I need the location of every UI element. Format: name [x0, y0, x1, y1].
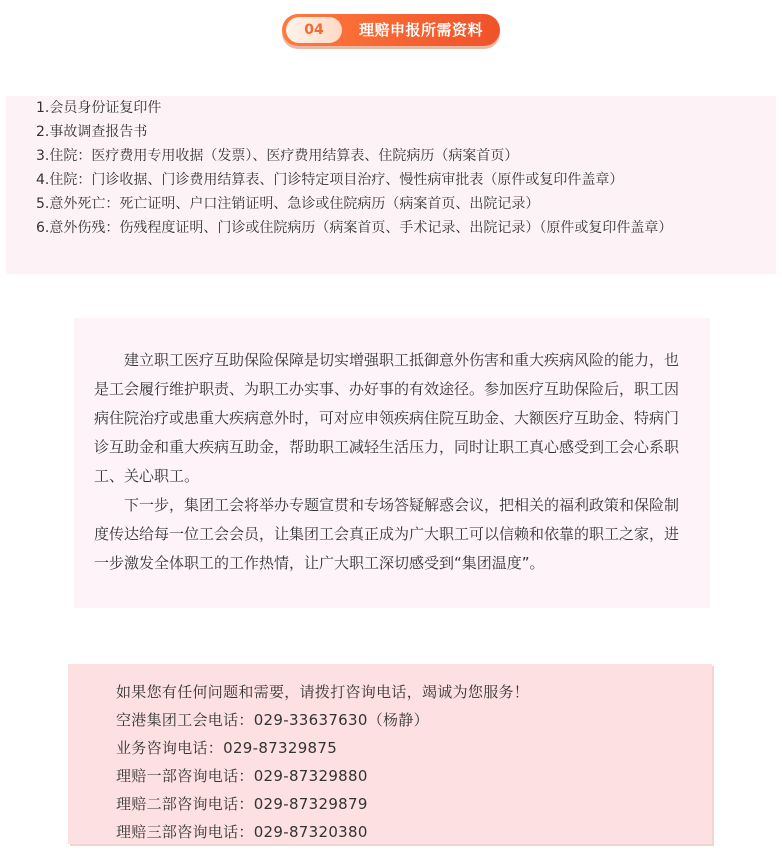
document-item: 6.意外伤残：伤残程度证明、门诊或住院病历（病案首页、手术记录、出院记录）（原件或复印件盖章） [36, 220, 673, 236]
contact-phone-claims-3: 理赔三部咨询电话：029-87320380 [116, 823, 368, 841]
document-item: 3.住院：医疗费用专用收据（发票）、医疗费用结算表、住院病历（病案首页） [36, 148, 519, 164]
required-documents-list [6, 96, 776, 240]
section-header [282, 14, 500, 46]
section-number-badge: 04 [286, 17, 342, 43]
document-item: 2.事故调查报告书 [36, 124, 148, 140]
document-item: 4.住院：门诊收据、门诊费用结算表、门诊特定项目治疗、慢性病审批表（原件或复印件盖章） [36, 172, 624, 188]
description-box [74, 318, 710, 608]
section-title: 理赔申报所需资料 [358, 21, 483, 39]
description-paragraph: 下一步，集团工会将举办专题宣贯和专场答疑解惑会议，把相关的福利政策和保险制度传达给每一位工会会员，让集团工会真正成为广大职工可以信赖和依靠的职工之家，进一步激发全体职工的工作热情，让广大职工深切感受到“集团温度”。 [94, 496, 680, 572]
description-paragraph: 建立职工医疗互助保险保障是切实增强职工抵御意外伤害和重大疾病风险的能力，也是工会履行维护职责、为职工办实事、办好事的有效途径。参加医疗互助保险后，职工因病住院治疗或患重大疾病意外时，可对应申领疾病住院互助金、大额医疗互助金、特病门诊互助金和重大疾病互助金，帮助职工减轻生活压力，同时让职工真心感受到工会心系职工、关心职工。 [94, 351, 680, 485]
required-documents-box [6, 96, 776, 274]
contact-phone-claims-1: 理赔一部咨询电话：029-87329880 [116, 767, 368, 785]
contact-intro: 如果您有任何问题和需要，请拨打咨询电话，竭诚为您服务！ [116, 683, 530, 701]
document-item: 1.会员身份证复印件 [36, 100, 162, 116]
contact-phone-claims-2: 理赔二部咨询电话：029-87329879 [116, 795, 368, 813]
contact-phone-union: 空港集团工会电话：029-33637630（杨静） [116, 711, 429, 729]
contact-phone-business: 业务咨询电话：029-87329875 [116, 739, 338, 757]
document-item: 5.意外死亡：死亡证明、户口注销证明、急诊或住院病历（病案首页、出院记录） [36, 196, 540, 212]
contact-box [68, 664, 712, 844]
